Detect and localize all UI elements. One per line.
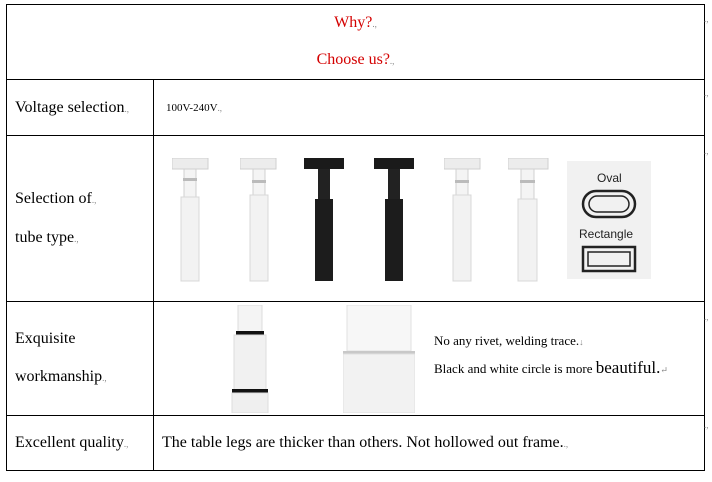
para-mark: ., <box>704 14 709 24</box>
tube-images <box>154 136 704 301</box>
header-line-1: Why? <box>334 14 373 31</box>
para-mark: ., <box>372 19 377 29</box>
white-leg-image <box>172 158 212 282</box>
tube-label-line-2: tube type <box>15 228 75 246</box>
tube-row <box>7 136 705 302</box>
para-mark: ., <box>704 420 709 430</box>
white-leg-image <box>508 158 552 282</box>
workmanship-note-1: No any rivet, welding trace.↓ <box>434 333 584 348</box>
workmanship-label-line-1: Exquisite <box>15 330 76 347</box>
quality-row <box>7 416 705 471</box>
para-mark: ., <box>704 146 709 156</box>
tube-shape-panel <box>567 161 651 279</box>
document-table <box>6 4 704 474</box>
voltage-row <box>7 80 705 136</box>
voltage-label-cell: Voltage selection., <box>7 80 154 136</box>
quality-label: Excellent quality <box>15 434 124 451</box>
rectangle-label: Rectangle <box>579 227 634 241</box>
leg-closeup-image <box>230 305 272 413</box>
rectangle-shape-icon <box>581 245 637 273</box>
para-mark: ., <box>704 312 709 322</box>
header-row <box>7 5 705 80</box>
oval-shape-icon <box>581 189 637 219</box>
oval-label: Oval <box>597 171 622 185</box>
workmanship-label-line-2: workmanship <box>15 368 103 385</box>
quality-label-cell: Excellent quality., <box>7 416 154 471</box>
workmanship-content-cell <box>154 302 705 416</box>
emphasis-word: beautiful. <box>595 358 661 377</box>
workmanship-row <box>7 302 705 416</box>
workmanship-content <box>154 302 704 415</box>
black-leg-image <box>304 158 348 282</box>
voltage-label: Voltage selection <box>15 98 125 116</box>
voltage-value-cell: 100V-240V., <box>154 80 705 136</box>
para-mark: ., <box>389 56 395 66</box>
feature-table <box>6 4 705 471</box>
quality-value: The table legs are thicker than others. Not hollowed out frame. <box>162 434 564 451</box>
black-leg-image <box>374 158 418 282</box>
tube-detail-image <box>343 305 415 413</box>
tube-label-line-1: Selection of <box>15 189 92 207</box>
header-line-2: Choose us? <box>316 51 390 68</box>
tube-label-cell: Selection of., tube type., <box>7 136 154 302</box>
white-leg-image <box>240 158 280 282</box>
quality-value-cell: The table legs are thicker than others. Not hollowed out frame.., <box>154 416 705 471</box>
white-leg-image <box>444 158 484 282</box>
workmanship-label-cell: Exquisite workmanship., <box>7 302 154 416</box>
voltage-value: 100V-240V <box>166 101 218 114</box>
tube-images-cell <box>154 136 705 302</box>
para-mark: ., <box>704 88 709 98</box>
workmanship-note-2: Black and white circle is more beautiful.↵ <box>434 358 668 377</box>
header-cell <box>7 5 705 80</box>
